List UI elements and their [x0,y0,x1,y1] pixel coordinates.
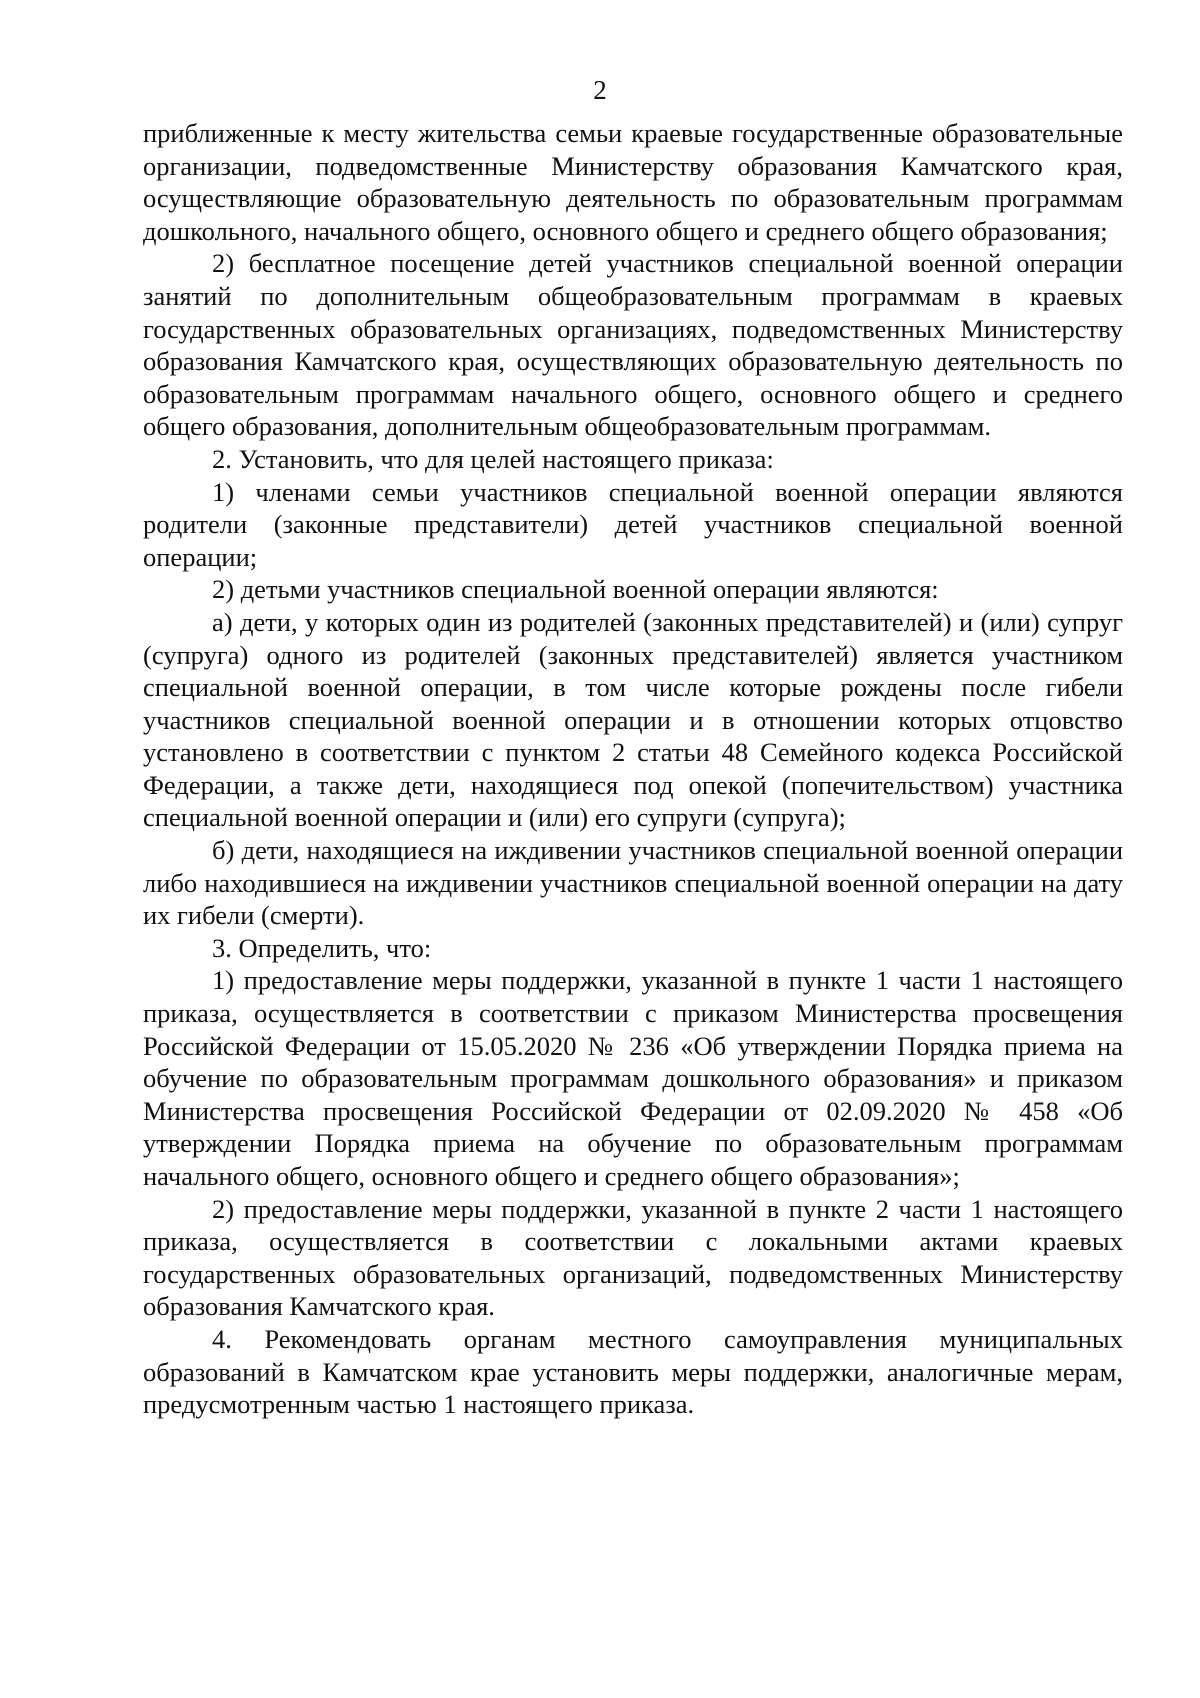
page-number: 2 [593,75,607,105]
paragraph-item-2-1: 1) членами семьи участников специальной военной операции являются родители (законные представители) детей участников специальной военной операции; [143,476,1123,572]
paragraph-subitem-a: а) дети, у которых один из родителей (законных представителей) и (или) супруг (супруга) одного из родителей (законных представителей) является участником специальной военной операции, в том числе которые рождены после гибели участников специальной военной операции и в отношении которых отцовство установлено в соответствии с пунктом 2 статьи 48 Семейного кодекса Российской Федерации, а также дети, находящиеся под опекой (попечительством) участника специальной военной операции и (или) его супруги (супруга); [143,606,1123,833]
paragraph-section-4: 4. Рекомендовать органам местного самоуправления муниципальных образований в Камчатском крае установить меры поддержки, аналогичные мерам, предусмотренным частью 1 настоящего приказа. [143,1323,1123,1420]
paragraph-subitem-b: б) дети, находящиеся на иждивении участников специальной военной операции либо находившиеся на иждивении участников специальной военной операции на дату их гибели (смерти). [143,835,1123,931]
paragraph-item-1-2: 2) бесплатное посещение детей участников специальной военной операции занятий по дополнительным общеобразовательным программам в краевых государственных образовательных организациях, подведомственных Министерству образования Камчатского края, осуществляющих образовательную деятельность по образовательным программам начального общего, основного общего и среднего общего образования, дополнительным общеобразовательным программам. [143,248,1123,442]
paragraph-section-2: 2. Установить, что для целей настоящего приказа: [212,443,774,474]
paragraph-item-3-2: 2) предоставление меры поддержки, указанной в пункте 2 части 1 настоящего приказа, осуществляется в соответствии с локальными актами краевых государственных образовательных организаций, подведомственных Министерству образования Камчатского края. [143,1193,1123,1322]
paragraph-item-3-1: 1) предоставление меры поддержки, указанной в пункте 1 части 1 настоящего приказа, осуществляется в соответствии с приказом Министерства просвещения Российской Федерации от 15.05.2020 № 236 «Об утверждении Порядка приема на обучение по образовательным программам дошкольного образования» и приказом Министерства просвещения Российской Федерации от 02.09.2020 № 458 «Об утверждении Порядка приема на обучение по образовательным программам начального общего, основного общего и среднего общего образования»; [143,965,1123,1191]
paragraph-continuation: приближенные к месту жительства семьи краевые государственные образовательные организации, подведомственные Министерству образования Камчатского края, осуществляющие образовательную деятельность по образовательным программам дошкольного, начального общего, основного общего и среднего общего образования; [143,118,1123,246]
paragraph-section-3: 3. Определить, что: [212,932,432,963]
paragraph-item-2-2: 2) детьми участников специальной военной операции являются: [212,574,939,605]
document-body [143,117,1123,1421]
